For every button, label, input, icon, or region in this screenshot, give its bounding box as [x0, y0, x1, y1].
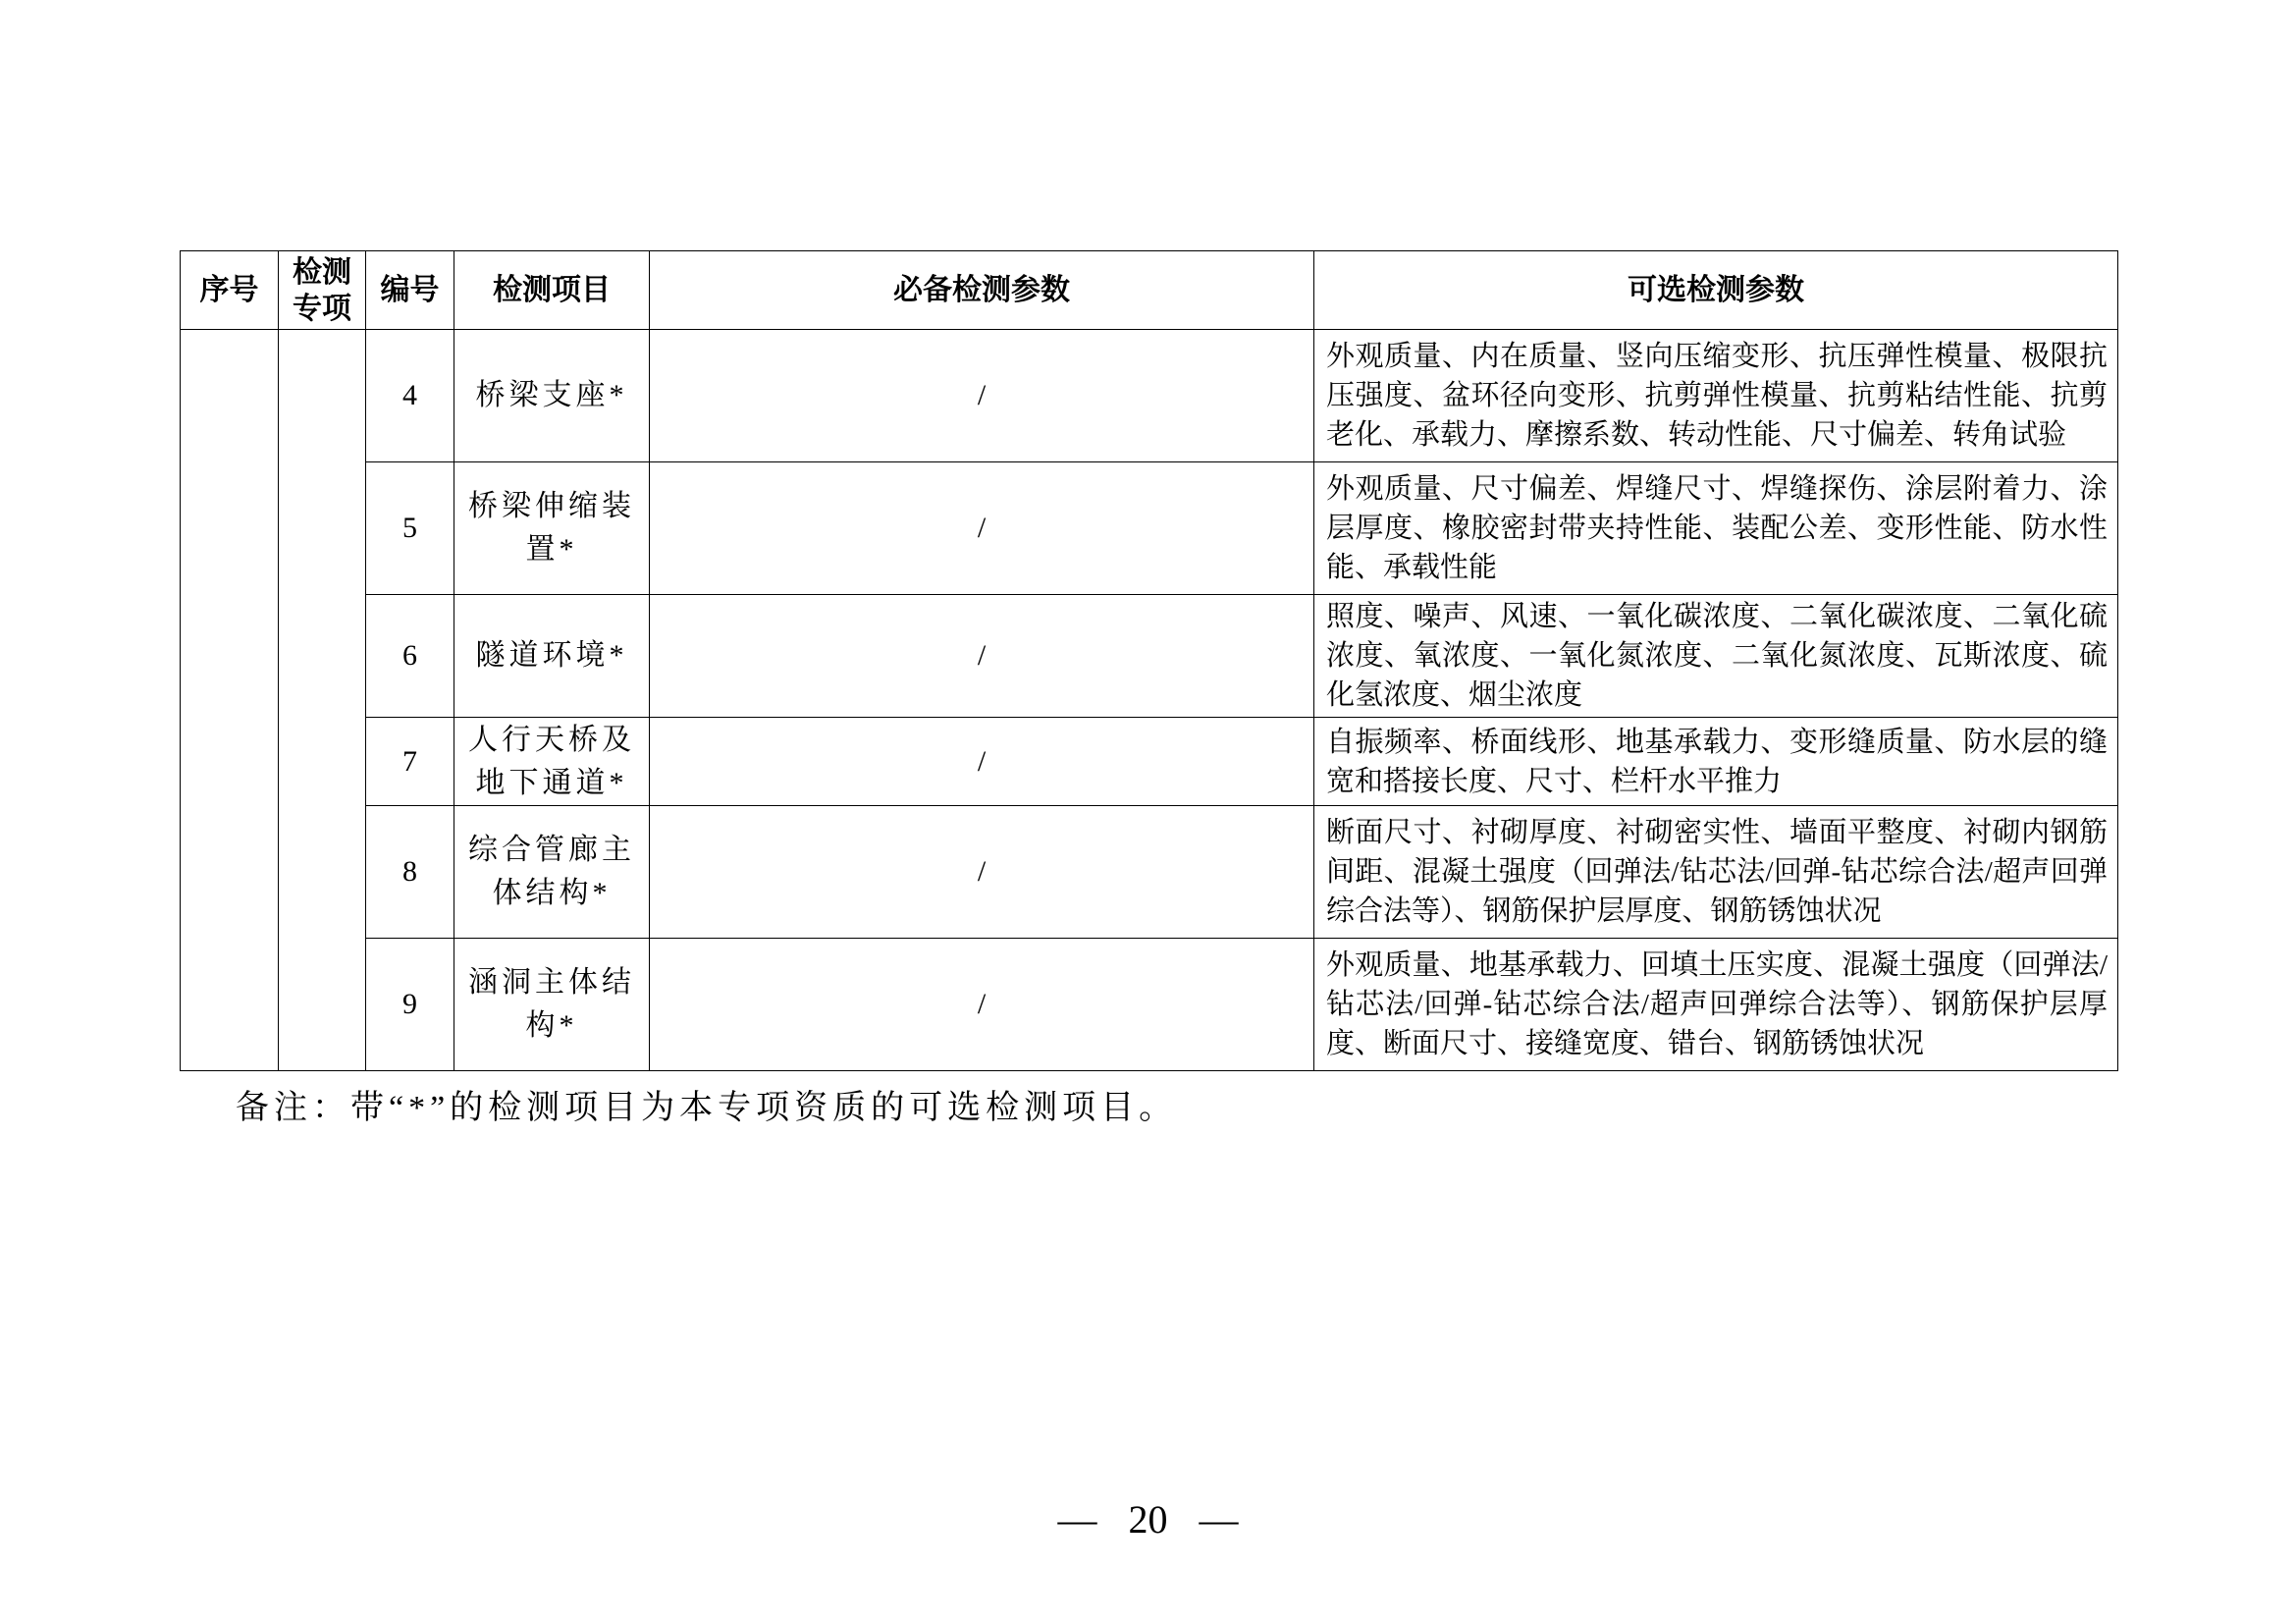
table-row [181, 939, 2118, 1071]
remark-note: 备注：带“*”的检测项目为本专项资质的可选检测项目。 [236, 1090, 1178, 1126]
header-specialty: 检测专项 [279, 251, 366, 330]
inspection-params-table [180, 250, 2118, 1071]
item-no-cell: 8 [366, 806, 454, 939]
item-no-cell: 7 [366, 718, 454, 806]
item-no-cell: 5 [366, 462, 454, 595]
optional-params-cell: 外观质量、地基承载力、回填土压实度、混凝土强度（回弹法/钻芯法/回弹-钻芯综合法/超声回弹综合法等）、钢筋保护层厚度、断面尺寸、接缝宽度、错台、钢筋锈蚀状况 [1314, 939, 2118, 1071]
required-params-cell: / [650, 462, 1314, 595]
required-params-cell: / [650, 595, 1314, 718]
header-item-no: 编号 [366, 251, 454, 330]
table-header-row [181, 251, 2118, 330]
required-params-cell: / [650, 330, 1314, 462]
item-no-cell: 9 [366, 939, 454, 1071]
optional-params-cell: 自振频率、桥面线形、地基承载力、变形缝质量、防水层的缝宽和搭接长度、尺寸、栏杆水平推力 [1314, 718, 2118, 806]
table-row [181, 595, 2118, 718]
page-number: — 20 — [1057, 1497, 1239, 1542]
header-optional-params: 可选检测参数 [1314, 251, 2118, 330]
header-serial: 序号 [181, 251, 279, 330]
item-name-cell: 隧道环境* [454, 595, 650, 718]
table-row [181, 806, 2118, 939]
required-params-cell: / [650, 939, 1314, 1071]
specialty-empty-cell [279, 330, 366, 1071]
item-name-cell: 综合管廊主体结构* [454, 806, 650, 939]
required-params-cell: / [650, 718, 1314, 806]
item-name-cell: 涵洞主体结构* [454, 939, 650, 1071]
item-name-cell: 人行天桥及地下通道* [454, 718, 650, 806]
item-no-cell: 6 [366, 595, 454, 718]
item-name-cell: 桥梁伸缩装置* [454, 462, 650, 595]
table-row [181, 462, 2118, 595]
table-row [181, 330, 2118, 462]
item-name-cell: 桥梁支座* [454, 330, 650, 462]
optional-params-cell: 外观质量、尺寸偏差、焊缝尺寸、焊缝探伤、涂层附着力、涂层厚度、橡胶密封带夹持性能、装配公差、变形性能、防水性能、承载性能 [1314, 462, 2118, 595]
header-required-params: 必备检测参数 [650, 251, 1314, 330]
header-item-name: 检测项目 [454, 251, 650, 330]
serial-empty-cell [181, 330, 279, 1071]
optional-params-cell: 外观质量、内在质量、竖向压缩变形、抗压弹性模量、极限抗压强度、盆环径向变形、抗剪弹性模量、抗剪粘结性能、抗剪老化、承载力、摩擦系数、转动性能、尺寸偏差、转角试验 [1314, 330, 2118, 462]
required-params-cell: / [650, 806, 1314, 939]
optional-params-cell: 断面尺寸、衬砌厚度、衬砌密实性、墙面平整度、衬砌内钢筋间距、混凝土强度（回弹法/钻芯法/回弹-钻芯综合法/超声回弹综合法等）、钢筋保护层厚度、钢筋锈蚀状况 [1314, 806, 2118, 939]
table-row [181, 718, 2118, 806]
item-no-cell: 4 [366, 330, 454, 462]
optional-params-cell: 照度、噪声、风速、一氧化碳浓度、二氧化碳浓度、二氧化硫浓度、氧浓度、一氧化氮浓度、二氧化氮浓度、瓦斯浓度、硫化氢浓度、烟尘浓度 [1314, 595, 2118, 718]
